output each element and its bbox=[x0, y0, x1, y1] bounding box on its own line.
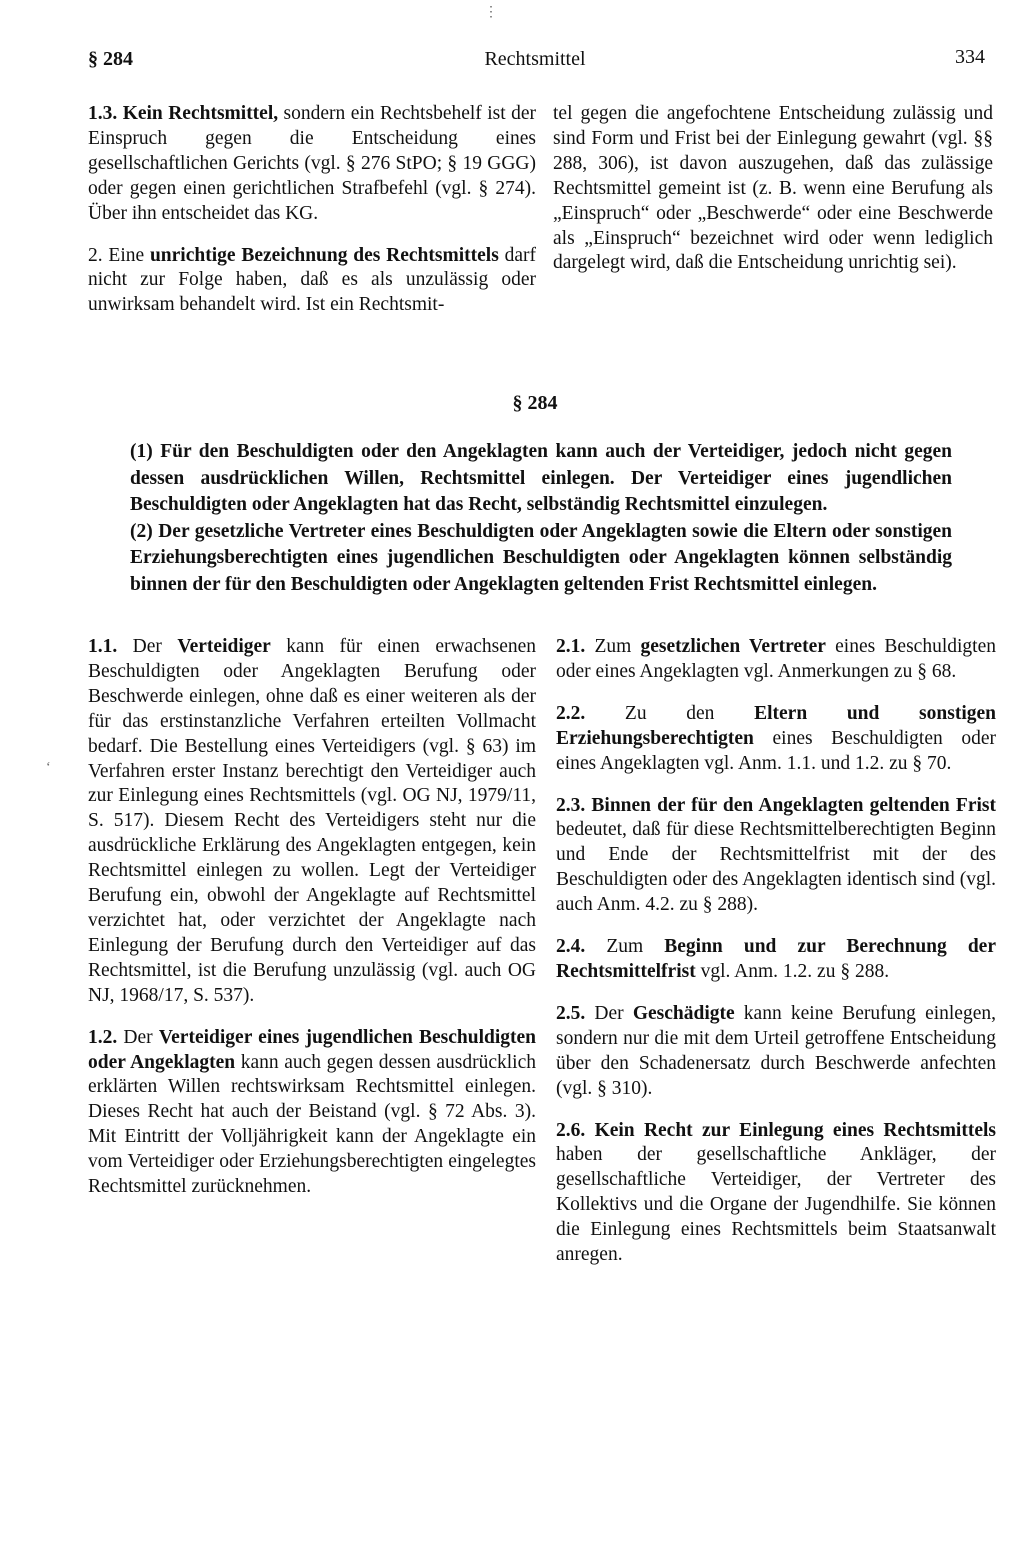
paragraph-text: eines Beschuldigten oder eines Angeklagten vgl. Anm. 1.1. und 1.2. zu § 70. bbox=[556, 727, 996, 774]
page-header bbox=[0, 48, 1024, 78]
paragraph-text: vgl. Anm. 1.2. zu § 288. bbox=[695, 960, 890, 982]
commentary-paragraph bbox=[556, 635, 996, 685]
bold-term: Beginn und zur Berechnung der Rechtsmittelfrist bbox=[556, 936, 996, 982]
commentary-paragraph bbox=[88, 1026, 536, 1200]
paragraph-number: 2.6. bbox=[556, 1119, 586, 1141]
paragraph-text: Zum bbox=[585, 636, 641, 657]
scan-mark: ⋮ bbox=[484, 5, 498, 20]
paragraph-text: Zu den bbox=[585, 702, 755, 724]
paragraph-text: Eine bbox=[102, 244, 150, 266]
commentary-paragraph bbox=[88, 102, 536, 227]
paragraph-text: kann für einen erwachsenen Beschuldigten oder Angeklagten Berufung oder Beschwerde einlegen, ohne daß es einer weiteren als der für das erstinstanzliche Verfahren erteilten Vollmacht bedarf. Die Bestellung eines Verteidigers (vgl. § 63) im Verfahren erster Instanz berechtigt den Verteidiger auch zur Einlegung eines Rechtsmittels (vgl. OG NJ, 1979/11, S. 517). Diesem Recht des Verteidigers steht nur die ausdrückliche Erklärung des Angeklagten entgegen, kein Rechtsmittel einlegen zu wollen. Legt der Verteidiger Berufung ein, obwohl der Angeklagte auf Rechtsmittel verzichtet hat, oder verzichtet der Angeklagte nach Einlegung der Berufung durch den Verteidiger auf das Rechtsmittel, ist die Berufung unzulässig (vgl. auch OG NJ, 1968/17, S. 537). bbox=[88, 636, 537, 1006]
paragraph-text bbox=[585, 1120, 594, 1141]
commentary-paragraph bbox=[88, 244, 536, 319]
section-title: § 284 bbox=[512, 392, 558, 414]
header-section: § 284 bbox=[88, 48, 133, 70]
bold-term: Kein Recht zur Einlegung eines Rechtsmittels bbox=[594, 1119, 997, 1141]
paragraph-text: haben der gesellschaftliche Ankläger, der gesellschaftliche Verteidiger, der Vertreter des Kollektivs und die Organe der Jugendhilfe. Sie können die Einlegung eines Rechtsmittels beim Staatsanwalt anregen. bbox=[556, 1144, 996, 1266]
paragraph-number: 1.2. bbox=[88, 1026, 118, 1048]
commentary-paragraph bbox=[556, 702, 996, 777]
paragraph-text: sondern ein Rechtsbehelf ist der Einspruch gegen die Entscheidung eines gesellschaftlichen Gerichts (vgl. § 276 StPO; § 19 GGG) oder gegen einen gerichtlichen Strafbefehl (vgl. § 274). Über ihn entscheidet das KG. bbox=[88, 103, 536, 224]
paragraph-text: Zum bbox=[585, 936, 665, 958]
bold-term: unrichtige Bezeichnung des Rechtsmittels bbox=[149, 244, 499, 266]
top-left-column bbox=[88, 102, 536, 335]
bold-term: gesetzlichen Vertreter bbox=[640, 636, 826, 657]
bold-term: Eltern und sonstigen Erziehungsberechtigten bbox=[556, 702, 996, 749]
statute-text bbox=[130, 439, 952, 598]
paragraph-number: 2.1. bbox=[556, 636, 586, 657]
bold-term: Verteidiger eines jugendlichen Beschuldigten oder Angeklagten bbox=[88, 1026, 537, 1073]
statute-paragraph-2: (2) Der gesetzliche Vertreter eines Beschuldigten oder Angeklagten sowie die Eltern oder sonstigen Erziehungsberechtigten eines jugendlichen Beschuldigten oder Angeklagten können selbständig binnen der für den Beschuldigten oder Angeklagten geltenden Frist Rechtsmittel einlegen. bbox=[130, 520, 952, 595]
paragraph-number: 1.1. bbox=[88, 636, 118, 657]
bold-term: Verteidiger bbox=[177, 636, 271, 657]
bottom-right-column bbox=[556, 635, 996, 1285]
paragraph-text: bedeutet, daß für diese Rechtsmittelberechtigten Beginn und Ende der Rechtsmittelfrist mit der des Beschuldigten oder des Angeklagten identisch sind (vgl. auch Anm. 4.2. zu § 288). bbox=[556, 819, 996, 916]
paragraph-text: Der bbox=[585, 1002, 633, 1024]
paragraph-number: 2.2. bbox=[556, 702, 586, 724]
scan-mark: ‘ bbox=[46, 760, 51, 775]
paragraph-text: Der bbox=[117, 1026, 159, 1048]
commentary-paragraph: tel gegen die angefochtene Entscheidung zulässig und sind Form und Frist bei der Einlegung gewahrt (vgl. §§ 288, 306), ist davon auszugehen, daß das zulässige Rechtsmittel gemeint ist (z. B. wenn eine Berufung als „Einspruch“ oder „Beschwerde“ oder eine Beschwerde als „Einspruch“ bezeichnet wird oder wenn lediglich dargelegt wird, daß die Entscheidung unrichtig sei). bbox=[553, 103, 993, 274]
bottom-left-column bbox=[88, 635, 536, 1217]
bold-term: Kein Rechtsmittel, bbox=[122, 103, 279, 124]
commentary-paragraph bbox=[556, 794, 996, 919]
paragraph-number: 2. bbox=[88, 244, 103, 266]
paragraph-number: 1.3. bbox=[88, 103, 118, 124]
paragraph-text: eines Beschuldigten oder eines Angeklagten vgl. Anmerkungen zu § 68. bbox=[556, 636, 996, 682]
header-title: Rechtsmittel bbox=[484, 48, 586, 70]
paragraph-number: 2.4. bbox=[556, 936, 586, 958]
paragraph-text: darf nicht zur Folge haben, daß es als unzulässig oder unwirksam behandelt wird. Ist ein Rechtsmit- bbox=[88, 244, 536, 316]
commentary-paragraph bbox=[88, 635, 536, 1009]
commentary-paragraph bbox=[556, 935, 996, 985]
paragraph-text: Der bbox=[117, 636, 178, 657]
paragraph-number: 2.5. bbox=[556, 1002, 586, 1024]
paragraph-text: kann auch gegen dessen ausdrücklich erklärten Willen rechtswirksam Rechtsmittel einlegen. Dieses Recht hat auch der Beistand (vgl. § 72 Abs. 3). Mit Eintritt der Volljährigkeit kann der Angeklagte ein vom Verteidiger oder Erziehungsberechtigten eingelegtes Rechtsmittel zurücknehmen. bbox=[88, 1051, 536, 1198]
statute-paragraph-1: (1) Für den Beschuldigten oder den Angeklagten kann auch der Verteidiger, jedoch nicht gegen dessen ausdrücklichen Willen, Rechtsmittel einlegen. Der Verteidiger eines jugendlichen Beschuldigten oder Angeklagten hat das Recht, selbständig Rechtsmittel einzulegen. bbox=[130, 441, 952, 515]
bold-term: Geschädigte bbox=[632, 1002, 735, 1024]
commentary-paragraph bbox=[556, 1002, 996, 1102]
commentary-paragraph bbox=[556, 1119, 996, 1268]
top-right-column bbox=[553, 102, 993, 293]
bold-term: Binnen der für den Angeklagten geltenden Frist bbox=[591, 794, 996, 816]
paragraph-number: 2.3. bbox=[556, 794, 586, 816]
page-number: 334 bbox=[955, 46, 985, 68]
paragraph-text: kann keine Berufung einlegen, sondern nur die mit dem Urteil getroffene Entscheidung über den Schadenersatz durch Beschwerde anfechten (vgl. § 310). bbox=[556, 1002, 996, 1099]
